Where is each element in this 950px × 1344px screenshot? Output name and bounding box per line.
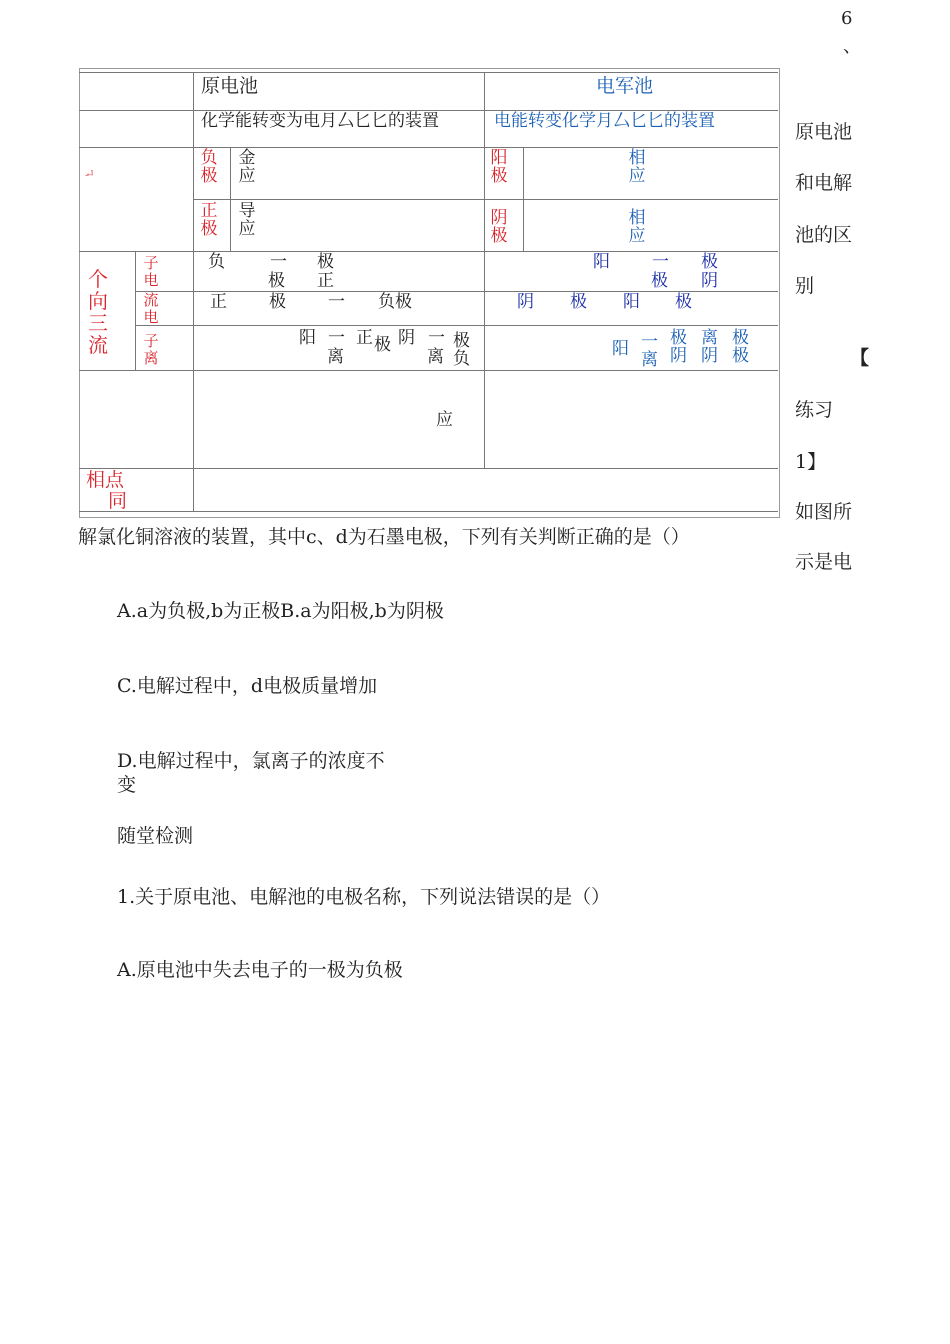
option-d: D.电解过程中，氯离子的浓度不 xyxy=(117,750,385,772)
question-1: 1.关于原电池、电解池的电极名称，下列说法错误的是（） xyxy=(117,886,611,908)
side-text: 原电池 xyxy=(795,121,853,143)
option-c: C.电解过程中，d电极质量增加 xyxy=(117,675,378,697)
ion-electrolytic-text: 离 xyxy=(641,350,658,370)
definition-electrolytic: 电能转变化学月厶匕匕的装置 xyxy=(494,111,715,131)
cathode-label: 阴 极 xyxy=(490,208,508,246)
question-stem: 解氯化铜溶液的装置，其中c、d为石墨电极，下列有关判断正确的是（） xyxy=(78,526,690,548)
positive-electrode-text: 导 应 xyxy=(238,201,256,239)
side-text: 池的区 xyxy=(795,224,853,246)
ion-sublabel: 子 离 xyxy=(143,332,159,367)
current-galvanic-text: 正 xyxy=(210,292,227,312)
current-electrolytic-text: 极 xyxy=(570,292,587,312)
ion-galvanic-text: 一 xyxy=(428,328,445,348)
electron-electrolytic-text: 阴 xyxy=(701,271,718,291)
electron-electrolytic-text: 一 xyxy=(652,252,669,272)
ion-galvanic-text: 一 xyxy=(328,328,345,348)
cathode-text: 相 应 xyxy=(628,208,646,246)
electron-electrolytic-text: 极 xyxy=(651,271,668,291)
side-text: 和电解 xyxy=(795,172,853,194)
table-line xyxy=(523,147,524,251)
side-text: 练习 xyxy=(795,399,834,421)
table-line xyxy=(79,370,778,371)
current-electrolytic-text: 阳 xyxy=(623,292,640,312)
table-line xyxy=(79,251,778,252)
current-electrolytic-text: 极 xyxy=(675,292,692,312)
current-galvanic-text: 负极 xyxy=(378,292,412,312)
anode-text: 相 应 xyxy=(628,148,646,186)
table-line xyxy=(193,72,194,511)
definition-galvanic: 化学能转变为电月厶匕匕的装置 xyxy=(201,111,439,131)
anode-label: 阳 极 xyxy=(490,148,508,186)
ion-galvanic-text: 离 xyxy=(327,347,344,367)
section-heading: 随堂检测 xyxy=(117,825,194,847)
negative-electrode-label: 负 极 xyxy=(200,148,218,186)
option-d-cont: 变 xyxy=(117,774,137,796)
electron-galvanic-text: 极 xyxy=(268,271,285,291)
ion-electrolytic-text: 阳 xyxy=(612,339,629,359)
ion-electrolytic-text: 离 xyxy=(701,328,718,348)
current-galvanic-text: 一 xyxy=(328,292,345,312)
table-line xyxy=(135,325,778,326)
row-mark: ᆈ xyxy=(85,171,94,181)
page-mark: 、 xyxy=(843,36,861,57)
ion-galvanic-text: 阴 xyxy=(398,328,415,348)
positive-electrode-label: 正 极 xyxy=(200,201,218,239)
electron-galvanic-text: 极 xyxy=(317,252,334,272)
table-line xyxy=(230,147,231,251)
electron-electrolytic-text: 极 xyxy=(701,252,718,272)
electron-galvanic-text: 正 xyxy=(317,271,334,291)
table-line xyxy=(193,199,778,200)
electron-sublabel: 子 电 xyxy=(143,254,159,289)
side-text: 1】 xyxy=(795,451,827,473)
header-electrolytic: 电军池 xyxy=(596,75,654,97)
side-text: 如图所 xyxy=(795,501,853,523)
side-text: 【 xyxy=(850,347,870,369)
table-line xyxy=(79,147,778,148)
reaction-text: 应 xyxy=(436,410,453,430)
electron-galvanic-text: 一 xyxy=(270,252,287,272)
side-text: 别 xyxy=(795,275,815,297)
current-sublabel: 流 电 xyxy=(143,291,159,326)
table-line xyxy=(135,251,136,370)
ion-electrolytic-text: 极 xyxy=(670,328,687,348)
ion-electrolytic-text: 一 xyxy=(641,332,658,352)
ion-galvanic-text: 极 xyxy=(453,331,470,351)
ion-electrolytic-text: 极 xyxy=(732,328,749,348)
current-galvanic-text: 极 xyxy=(269,292,286,312)
ion-galvanic-text: 正 xyxy=(356,328,373,348)
ion-electrolytic-text: 阴 xyxy=(670,346,687,366)
ion-galvanic-text: 阳 xyxy=(299,328,316,348)
ion-galvanic-text: 负 xyxy=(453,349,470,369)
ion-electrolytic-text: 阴 xyxy=(701,346,718,366)
table-line xyxy=(79,468,778,469)
negative-electrode-text: 金 应 xyxy=(238,148,256,186)
page-number: 6 xyxy=(841,8,853,29)
header-galvanic: 原电池 xyxy=(201,75,259,97)
table-line xyxy=(79,511,778,512)
ion-galvanic-text: 离 xyxy=(427,347,444,367)
same-label: 相点 同 xyxy=(86,469,128,512)
electron-galvanic-text: 负 xyxy=(208,252,225,272)
ion-galvanic-text: 极 xyxy=(374,335,391,355)
table-line xyxy=(484,72,485,468)
option-a-b: A.a为负极,b为正极B.a为阳极,b为阴极 xyxy=(117,600,444,622)
table-line xyxy=(79,72,778,73)
electron-electrolytic-text: 阳 xyxy=(593,252,610,272)
current-electrolytic-text: 阴 xyxy=(517,292,534,312)
side-text: 示是电 xyxy=(795,551,853,573)
direction-label: 个 向 三 流 xyxy=(88,267,108,357)
ion-electrolytic-text: 极 xyxy=(732,346,749,366)
question-1-option-a: A.原电池中失去电子的一极为负极 xyxy=(117,959,403,981)
